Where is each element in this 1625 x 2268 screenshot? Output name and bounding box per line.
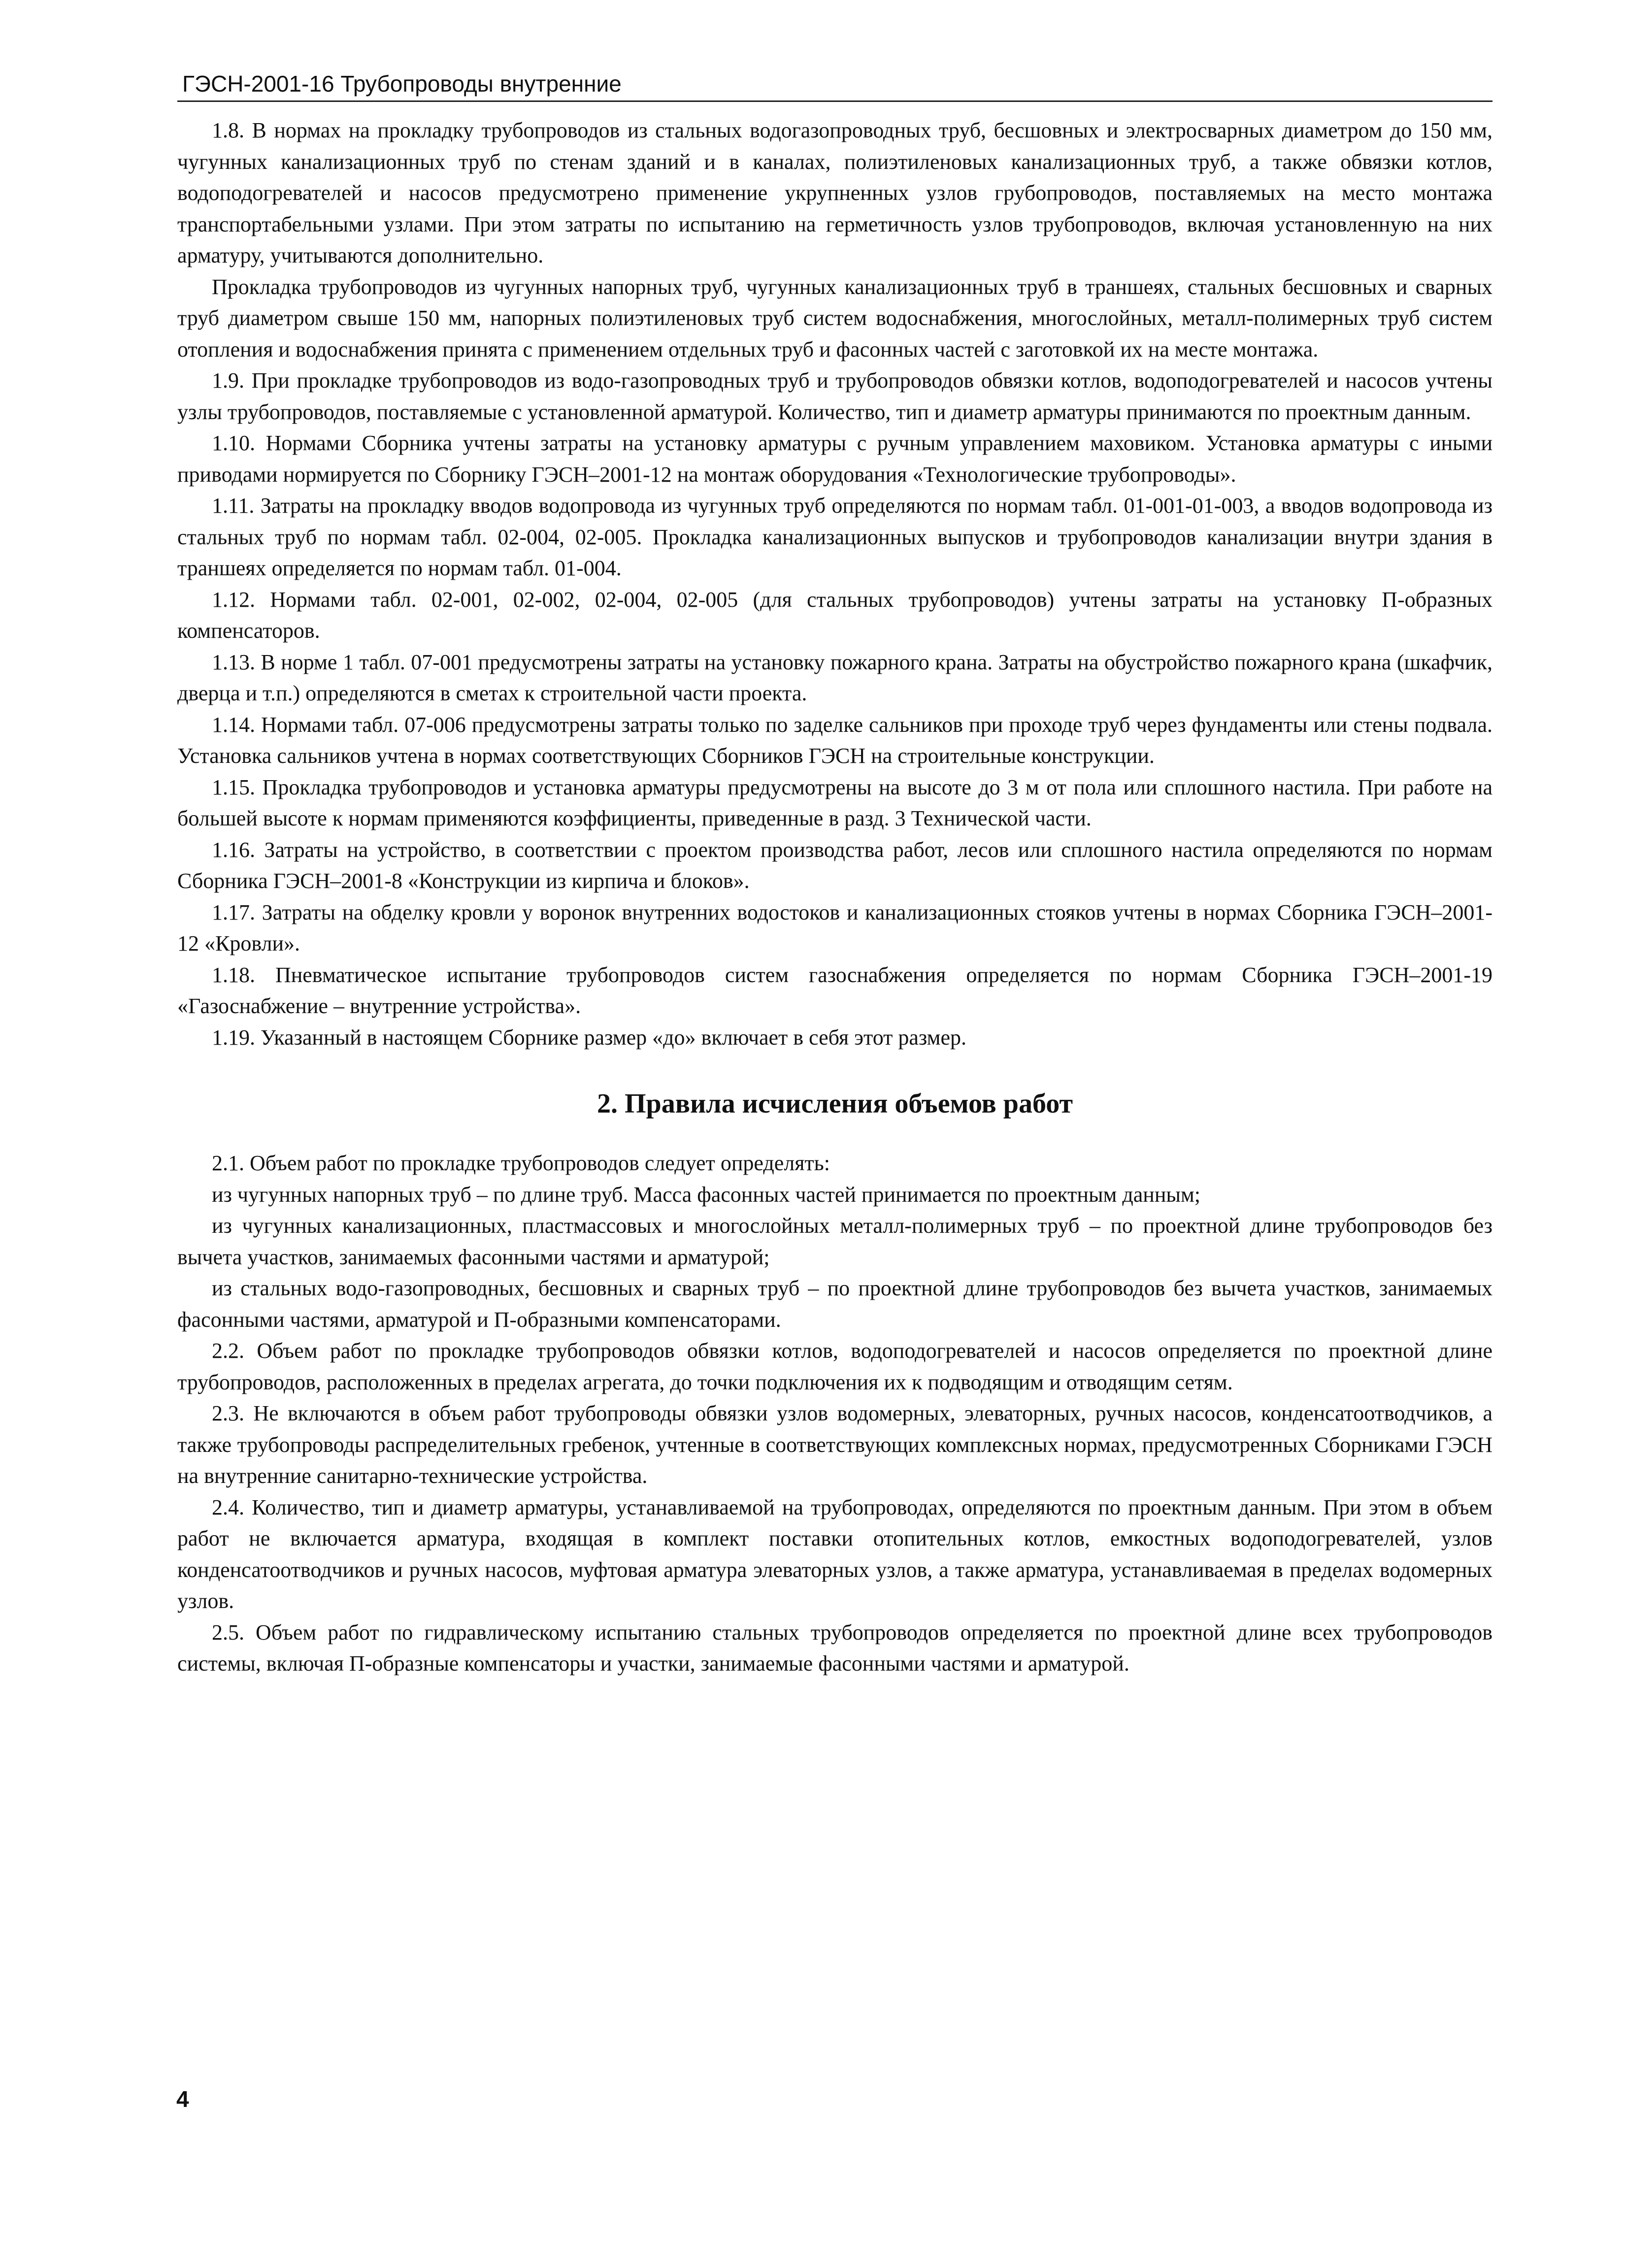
paragraph-1-10: 1.10. Нормами Сборника учтены затраты на установку арматуры с ручным управлением маховиком. Установка арматуры с иными приводами нормируется по Сборнику ГЭСН–2001-12 на монтаж оборудования «Технологические трубопроводы». [177,431,1492,487]
paragraph-1-9: 1.9. При прокладке трубопроводов из водо-газопроводных труб и трубопроводов обвязки котлов, водоподогревателей и насосов учтены узлы трубопроводов, поставляемые с установленной арматурой. Количество, тип и диаметр арматуры принимаются по проектным данным. [177,368,1492,424]
paragraph-1-16: 1.16. Затраты на устройство, в соответствии с проектом производства работ, лесов или сплошного настила определяются по нормам Сборника ГЭСН–2001-8 «Конструкции из кирпича и блоков». [177,837,1492,893]
section-2-heading: 2. Правила исчисления объемов работ [597,1088,1073,1119]
paragraph-1-12: 1.12. Нормами табл. 02-001, 02-002, 02-004, 02-005 (для стальных трубопроводов) учтены затраты на установку П-образных компенсаторов. [177,587,1492,643]
paragraph-1-11: 1.11. Затраты на прокладку вводов водопровода из чугунных труб определяются по нормам табл. 01-001-01-003, а вводов водопровода из стальных труб по нормам табл. 02-004, 02-005. Прокладка канализационных выпусков и трубопроводов канализации внутри здания в траншеях определяется по нормам табл. 01-004. [177,493,1492,580]
paragraph-1-14: 1.14. Нормами табл. 07-006 предусмотрены затраты только по заделке сальников при проходе труб через фундаменты или стены подвала. Установка сальников учтена в нормах соответствующих Сборников ГЭСН на строительные конструкции. [177,712,1492,768]
paragraph-1-19: 1.19. Указанный в настоящем Сборнике размер «до» включает в себя этот размер. [212,1025,967,1050]
paragraph-2-5: 2.5. Объем работ по гидравлическому испытанию стальных трубопроводов определяется по проектной длине всех трубопроводов системы, включая П-образные компенсаторы и участки, занимаемые фасонными частями и арматурой. [177,1620,1492,1676]
paragraph-2-1: 2.1. Объем работ по прокладке трубопроводов следует определять: [212,1151,830,1175]
paragraph-2-3: 2.3. Не включаются в объем работ трубопроводы обвязки узлов водомерных, элеваторных, ручных насосов, конденсатоотводчиков, а также трубопроводы распределительных гребенок, учтенные в соответствующих комплексных нормах, предусмотренных Сборниками ГЭСН на внутренние санитарно-технические устройства. [177,1401,1492,1488]
paragraph-2-2: 2.2. Объем работ по прокладке трубопроводов обвязки котлов, водоподогревателей и насосов определяется по проектной длине трубопроводов, расположенных в пределах агрегата, до точки подключения их к подводящим и отводящим сетям. [177,1339,1492,1394]
section-2-body [177,1148,1492,1679]
document-page [177,69,1492,1679]
page-number: 4 [176,2086,189,2112]
paragraph-2-4: 2.4. Количество, тип и диаметр арматуры, устанавливаемой на трубопроводах, определяются по проектным данным. При этом в объем работ не включается арматура, входящая в комплект поставки отопительных котлов, емкостных водоподогревателей, узлов конденсатоотводчиков и ручных насосов, муфтовая арматура элеваторных узлов, а также арматура, устанавливаемая в пределах водомерных узлов. [177,1495,1492,1613]
paragraph-1-15: 1.15. Прокладка трубопроводов и установка арматуры предусмотрены на высоте до 3 м от пола или сплошного настила. При работе на большей высоте к нормам применяются коэффициенты, приведенные в разд. 3 Технической части. [177,775,1492,830]
paragraph-1-13: 1.13. В норме 1 табл. 07-001 предусмотрены затраты на установку пожарного крана. Затраты на обустройство пожарного крана (шкафчик, дверца и т.п.) определяются в сметах к строительной части проекта. [177,650,1492,705]
paragraph-1-8-continued: Прокладка трубопроводов из чугунных напорных труб, чугунных канализационных труб в траншеях, стальных бесшовных и сварных труб диаметром свыше 150 мм, напорных полиэтиленовых труб систем водоснабжения, многослойных, металл-полимерных труб систем отопления и водоснабжения принята с применением отдельных труб и фасонных частей с заготовкой их на месте монтажа. [177,274,1492,362]
section-1-body [177,115,1492,1053]
paragraph-2-1-steel: из стальных водо-газопроводных, бесшовных и сварных труб – по проектной длине трубопроводов без вычета участков, занимаемых фасонными частями, арматурой и П-образными компенсаторами. [177,1276,1492,1332]
paragraph-1-17: 1.17. Затраты на обделку кровли у воронок внутренних водостоков и канализационных стояков учтены в нормах Сборника ГЭСН–2001-12 «Кровли». [177,900,1492,955]
running-header: ГЭСН-2001-16 Трубопроводы внутренние [177,69,1492,102]
paragraph-2-1-cast-iron-pressure: из чугунных напорных труб – по длине труб. Масса фасонных частей принимается по проектным данным; [212,1182,1201,1207]
paragraph-1-8: 1.8. В нормах на прокладку трубопроводов из стальных водогазопроводных труб, бесшовных и электросварных диаметром до 150 мм, чугунных канализационных труб по стенам зданий и в каналах, полиэтиленовых канализационных труб, а также обвязки котлов, водоподогревателей и насосов предусмотрено применение укрупненных узлов грубопроводов, поставляемых на место монтажа транспортабельными узлами. При этом затраты по испытанию на герметичность узлов трубопроводов, включая установленную на них арматуру, учитываются дополнительно. [177,118,1492,267]
paragraph-1-18: 1.18. Пневматическое испытание трубопроводов систем газоснабжения определяется по нормам Сборника ГЭСН–2001-19 «Газоснабжение – внутренние устройства». [177,962,1492,1018]
paragraph-2-1-sewer-plastic: из чугунных канализационных, пластмассовых и многослойных металл-полимерных труб – по проектной длине трубопроводов без вычета участков, занимаемых фасонными частями и арматурой; [177,1214,1492,1269]
